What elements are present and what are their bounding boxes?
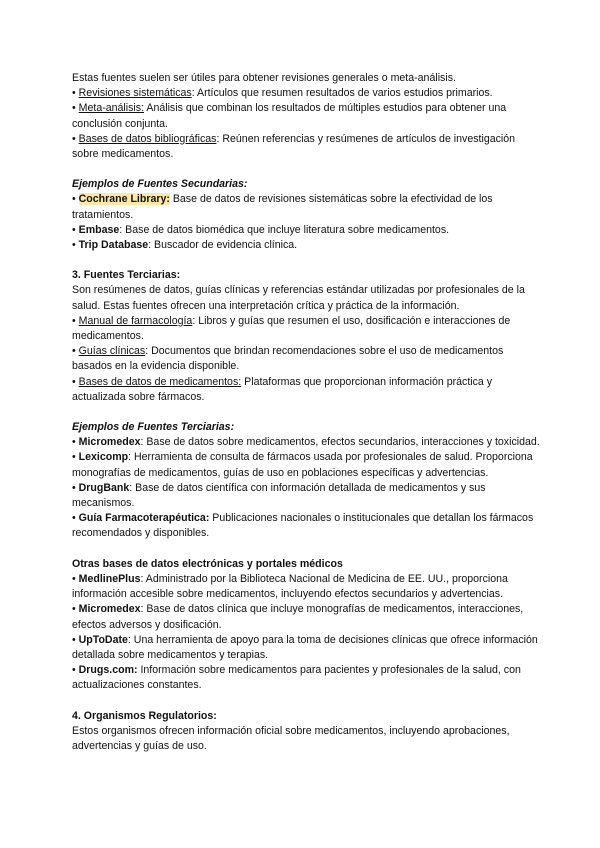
list-item: • Manual de farmacología: Libros y guías que resumen el uso, dosificación e interacciones de medicamentos. [72, 314, 511, 343]
list-item: • Cochrane Library: Base de datos de revisiones sistemáticas sobre la efectividad de los tratamientos. [72, 193, 493, 221]
list-item: • Bases de datos bibliográficas: Reúnen referencias y resúmenes de artículos de investigación sobre medicamentos. [72, 132, 516, 161]
list-item: • Bases de datos de medicamentos: Plataformas que proporcionan información práctica y actualizada sobre fármacos. [72, 375, 493, 403]
list-item: • MedlinePlus: Administrado por la Biblioteca Nacional de Medicina de EE. UU., proporciona información accesible sobre medicamentos, incluyendo efectos secundarios y advertencias. [72, 572, 508, 601]
list-item: • Revisiones sistemáticas: Artículos que resumen resultados de varios estudios primarios. [72, 87, 493, 100]
section-heading: Ejemplos de Fuentes Secundarias: [72, 178, 248, 191]
list-item: • Drugs.com: Información sobre medicamentos para pacientes y profesionales de la salud, con actualizaciones constantes. [72, 664, 521, 692]
item-term: Bases de datos de medicamentos: [78, 375, 242, 388]
list-item: • Micromedex: Base de datos clínica que incluye monografías de medicamentos, interacciones, efectos adversos y dosificación. [72, 603, 524, 631]
item-term: DrugBank [78, 481, 130, 494]
section-heading: Otras bases de datos electrónicas y portales médicos [72, 557, 343, 570]
item-term: Micromedex [78, 603, 141, 616]
item-term: Lexicomp [78, 451, 129, 464]
section-heading: 4. Organismos Regulatorios: [72, 709, 217, 722]
section-heading: 3. Fuentes Terciarias: [72, 269, 181, 282]
item-term: Drugs.com: [78, 664, 138, 677]
item-term: Revisiones sistemáticas [78, 87, 192, 100]
list-item: • UpToDate: Una herramienta de apoyo para la toma de decisiones clínicas que ofrece información detallada sobre medicamentos y terapias. [72, 633, 538, 661]
list-item: • Lexicomp: Herramienta de consulta de fármacos usada por profesionales de salud. Proporciona monografías de medicamentos, guías de uso en poblaciones específicas y advertencias. [72, 451, 533, 479]
list-item: • Meta-análisis: Análisis que combinan los resultados de múltiples estudios para obtener una conclusión conjunta. [72, 102, 507, 130]
list-item: • Embase: Base de datos biomédica que incluye literatura sobre medicamentos. [72, 223, 450, 236]
item-term: MedlinePlus [78, 572, 141, 585]
section-heading: Ejemplos de Fuentes Terciarias: [72, 421, 235, 434]
item-term: Meta-análisis: [78, 102, 145, 115]
item-term: Manual de farmacología [78, 314, 193, 327]
item-term: Embase [78, 223, 120, 236]
item-term: UpToDate [78, 633, 128, 646]
item-term: Guías clínicas [78, 345, 146, 358]
item-term: Guía Farmacoterapéutica: [78, 512, 210, 525]
highlighted-term: Cochrane Library: [78, 193, 170, 206]
item-term: Micromedex [78, 436, 141, 449]
section-text: Estos organismos ofrecen información oficial sobre medicamentos, incluyendo aprobaciones, advertencias y guías de uso. [72, 724, 510, 752]
item-term: Bases de datos bibliográficas [78, 132, 217, 145]
item-term: Trip Database [78, 239, 149, 252]
list-item: • DrugBank: Base de datos científica con información detallada de medicamentos y sus mecanismos. [72, 481, 486, 510]
list-item: • Guía Farmacoterapéutica: Publicaciones nacionales o institucionales que detallan los fármacos recomendados y disponibles. [72, 512, 534, 540]
list-item: • Micromedex: Base de datos sobre medicamentos, efectos secundarios, interacciones y toxicidad. [72, 436, 540, 449]
section-text: Son resúmenes de datos, guías clínicas y referencias estándar utilizadas por profesionales de la salud. Estas fuentes ofrecen una interpretación crítica y práctica de la información. [72, 284, 525, 312]
list-item: • Trip Database: Buscador de evidencia clínica. [72, 239, 298, 252]
list-item: • Guías clínicas: Documentos que brindan recomendaciones sobre el uso de medicamentos basados en la evidencia disponible. [72, 345, 504, 373]
intro-text: Estas fuentes suelen ser útiles para obtener revisiones generales o meta-análisis. [72, 72, 456, 84]
